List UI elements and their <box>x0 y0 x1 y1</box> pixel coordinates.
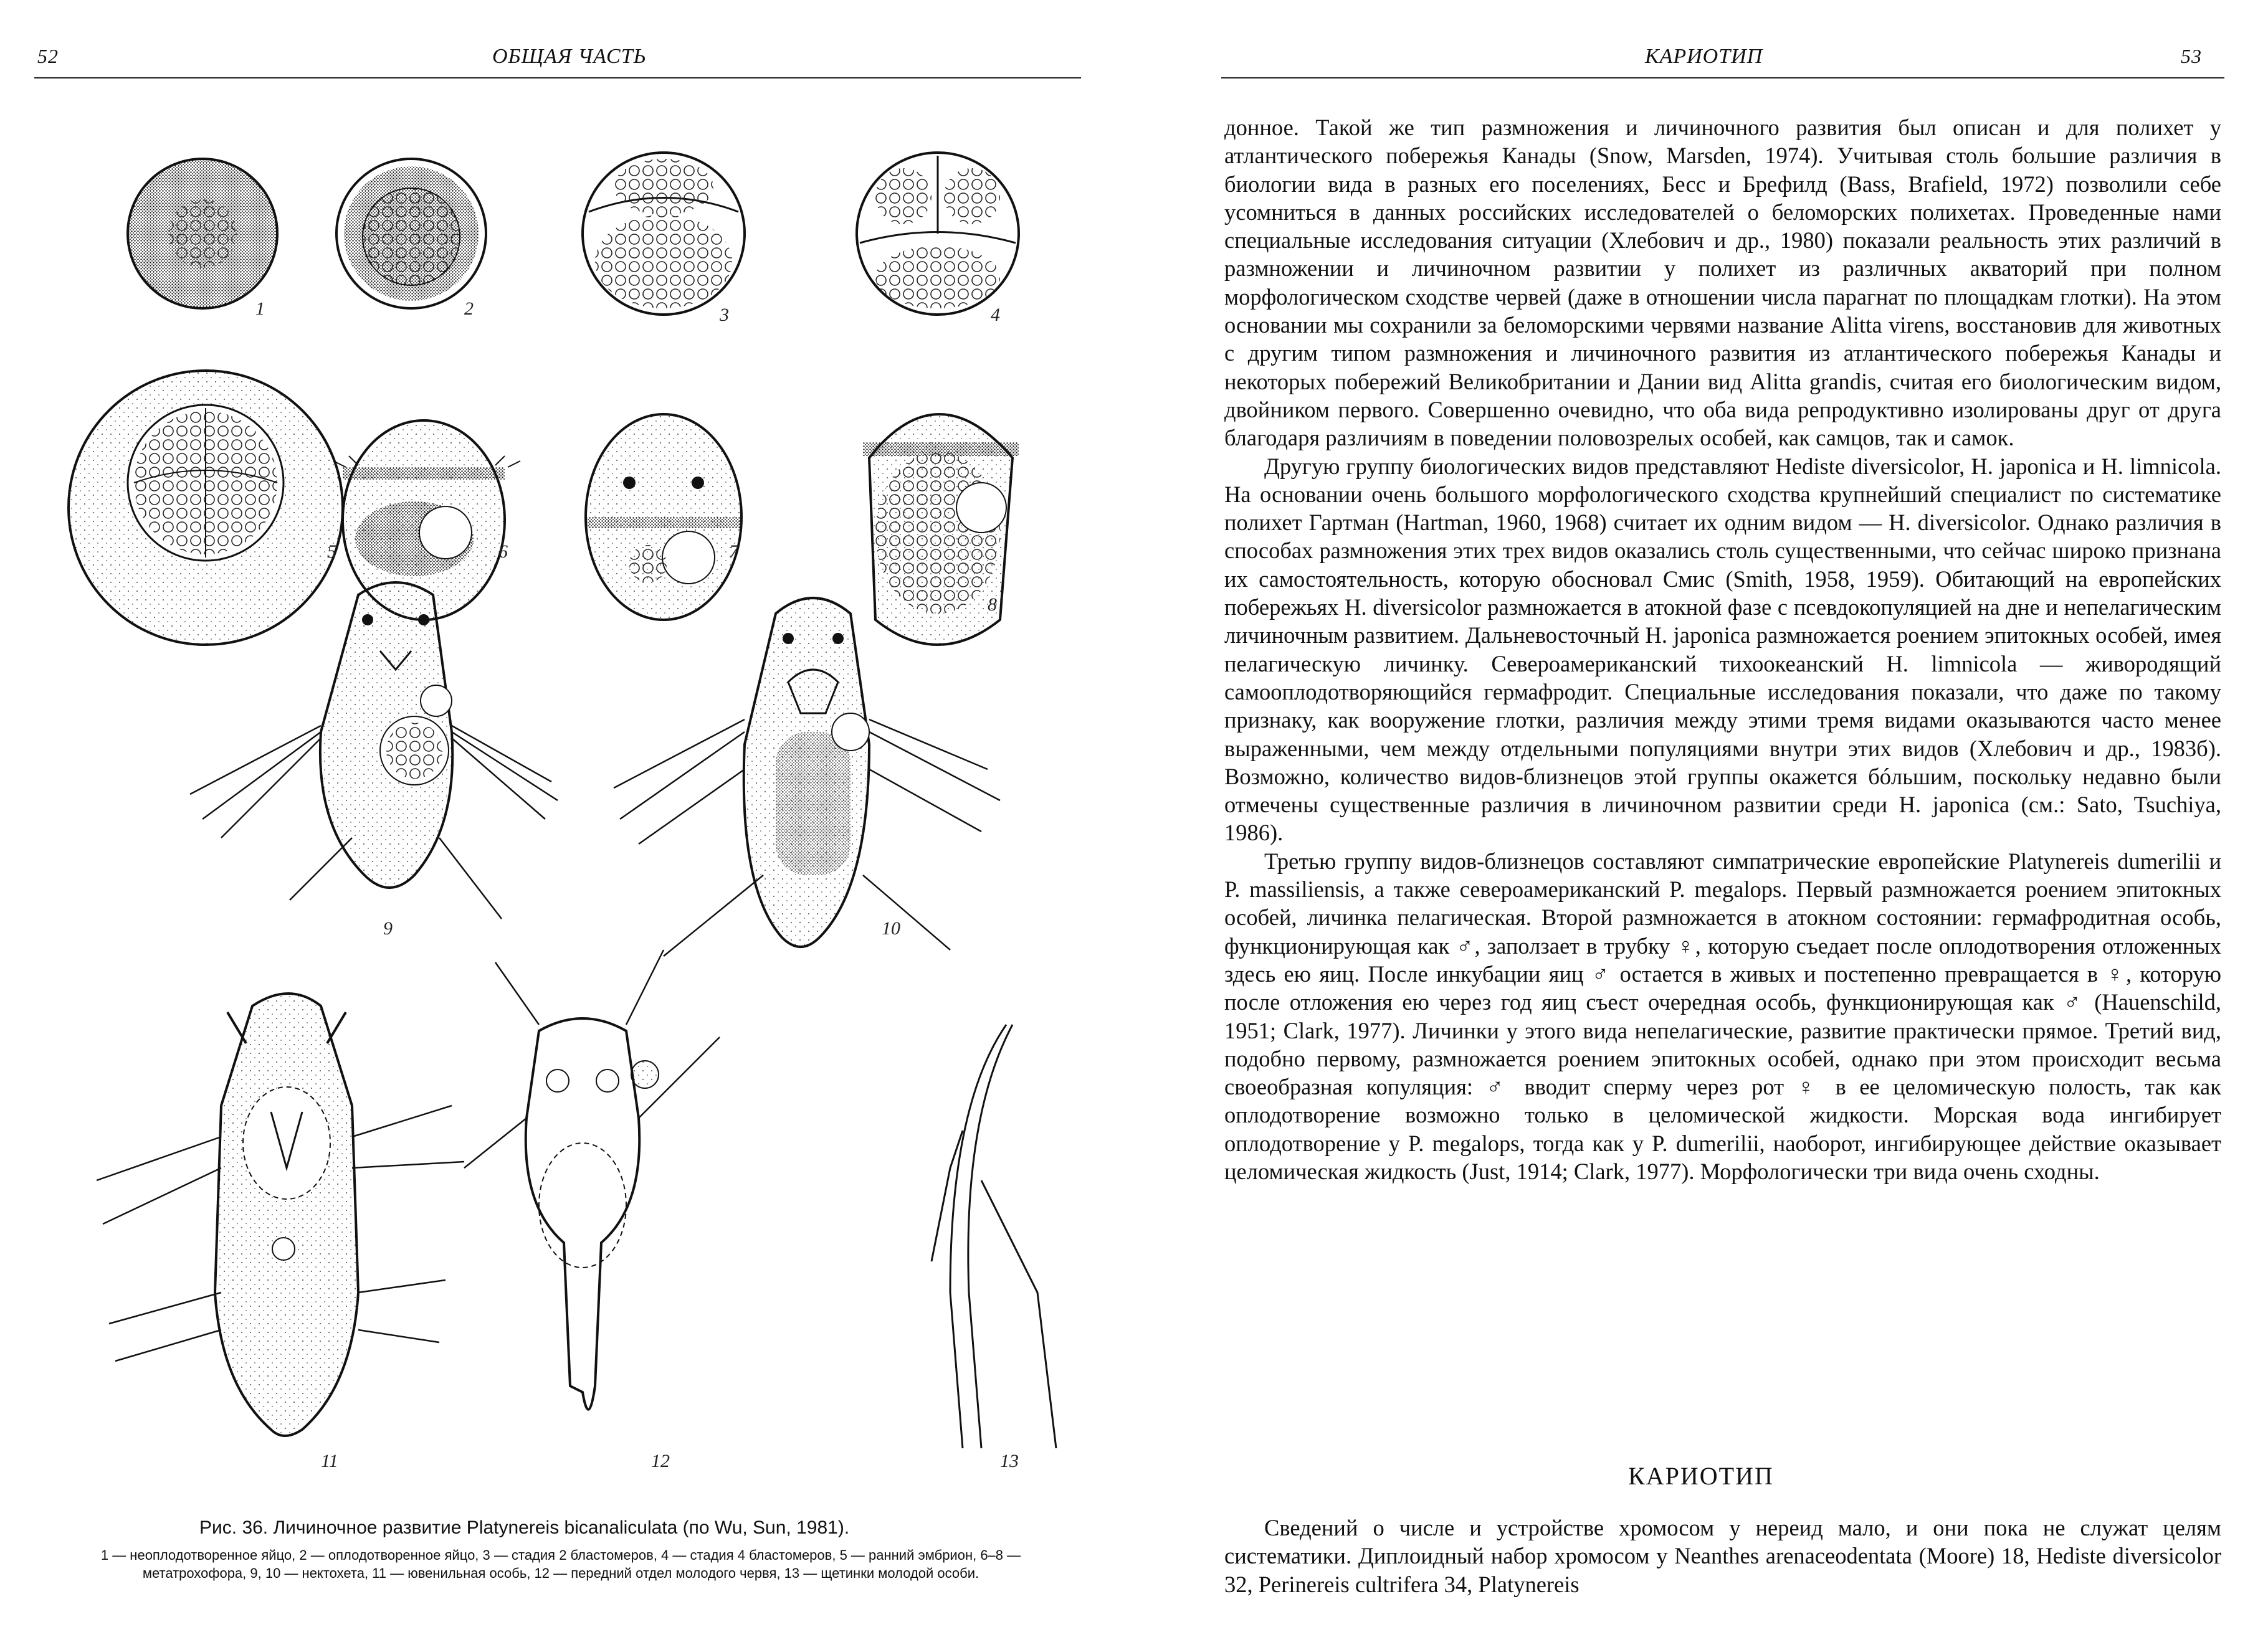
figure-number: 9 <box>383 918 393 939</box>
right-page <box>1134 0 2268 1632</box>
nectochaeta-drawing-10 <box>614 598 1000 956</box>
egg-drawing-2 <box>336 159 486 308</box>
paragraph: Третью группу видов-близнецов составляют симпатрические европейские Platynereis dumerilii и P. massiliensis, а также североамериканский P. megalops. Первый размножается роением эпитокных особей, личинка пелагическая. Второй размножается в атокном состоянии: гермафродитная особь, функционирующая как ♂, заползает в трубку ♀, которую съедает после оплодотворения отложенных здесь ею яиц. После инкубации яиц ♂ остается в живых и постепенно превращается в ♀, которую после отложения ею через год яиц съест очередная особь, функционирующая как ♂ (Hauenschild, 1951; Clark, 1977). Личинки у этого вида непелагические, развитие практически прямое. Третий вид, подобно первому, размножается роением эпитокных особей, однако при этом происходит весьма своеобразная копуляция: ♂ вводит сперму через рот ♀ в ее целомическую полость, так как оплодотворение возможно только в целомической жидкости. Морская вода ингибирует оплодотворение у P. megalops, тогда как у P. dumerilii, наоборот, ингибирующее действие оказывает целомическая жидкость (Just, 1914; Clark, 1977). Морфологически три вида очень сходны. <box>1224 848 2221 1184</box>
larva-drawing-7 <box>586 414 741 620</box>
header-rule-left <box>34 77 1081 78</box>
figure-number: 2 <box>464 298 474 319</box>
figure-number: 3 <box>720 305 729 325</box>
egg-drawing-3 <box>583 153 745 315</box>
paragraph: Сведений о числе и устройстве хромосом у нереид мало, и они пока не служат целям систематики. Диплоидный набор хромосом у Neanthes arenaceodentata (Moore) 18, Hediste diversicolor 32, Perinereis cultrifera 34, Platynereis <box>1224 1515 2221 1597</box>
figure-number: 6 <box>498 541 508 562</box>
figure-number: 4 <box>991 305 1000 325</box>
page-number-right: 53 <box>2181 45 2202 67</box>
paragraph: донное. Такой же тип размножения и личиночного развития был описан и для полихет у атлантического побережья Канады (Snow, Marsden, 1974). Учитывая столь большие различия в биологии вида в разных его поселениях, Бесс и Брефилд (Bass, Brafield, 1972) позволили себе усомниться в данных российских исследователей о беломорских полихетах. Проведенные нами специальные исследования ситуации (Хлебович и др., 1980) показали реальность этих различий в размножении и личиночном развитии у полихет из различных акваторий при полном морфологическом сходстве червей (даже в отношении числа парагнат по площадкам глотки). На этом основании мы сохранили за беломорскими червями название Alitta virens, восстановив для животных с другим типом размножения и личиночного развития из атлантического побережья Канады и некоторых побережий Великобритании и Дании вид Alitta grandis, считая его биологическим видом, двойником первого. Совершенно очевидно, что оба вида репродуктивно изолированы друг от друга благодаря различиям в поведении половозрелых особей, как самцов, так и самок. <box>1224 115 2221 451</box>
figure-number: 7 <box>729 541 738 562</box>
figure-number: 12 <box>651 1451 670 1471</box>
paragraph: Другую группу биологических видов представляют Hediste diversicolor, H. japonica и H. limnicola. На основании очень большого морфологического сходства крупнейший специалист по систематике полихет Гартман (Hartman, 1960, 1968) считает их одним видом — H. diversicolor. Однако различия в способах размножения этих трех видов оказались столь существенными, что сейчас широко признана их самостоятельность, которую обосновал Смис (Smith, 1958, 1959). Обитающий на европейских побережьях H. diversicolor размножается в атокной фазе с псевдокопуляцией на дне и непелагическим личиночным развитием. Дальневосточный H. japonica размножается роением эпитокных особей, имея пелагическую личинку. Североамериканский тихоокеанский H. limnicola — живородящий самооплодотворяющийся гермафродит. Специальные исследования показали, что даже по такому признаку, как вооружение глотки, различия между этими тремя видами оказываются часто менее выраженными, чем между отдельными популяциями внутри этих видов (Хлебович и др., 1983б). Возможно, количество видов-близнецов этой группы окажется бóльшим, поскольку недавно были отмечены существенные различия в личиночном развитии среди H. japonica (см.: Sato, Tsuchiya, 1986). <box>1224 453 2221 846</box>
egg-drawing-4 <box>857 153 1019 315</box>
figure-number: 13 <box>1000 1451 1019 1471</box>
running-head-right: КАРИОТИП <box>1645 45 1763 68</box>
page-number-left: 52 <box>37 45 59 67</box>
header-rule-right <box>1221 77 2224 78</box>
running-head-left: ОБЩАЯ ЧАСТЬ <box>492 45 647 68</box>
figure-number: 1 <box>255 298 265 319</box>
figure-36 <box>65 109 1081 1511</box>
figure-caption-title: Рис. 36. Личиночное развитие Platynereis bicanaliculata (по Wu, Sun, 1981). <box>199 1517 850 1538</box>
egg-drawing-1 <box>128 159 277 308</box>
figure-number: 8 <box>988 594 997 615</box>
section-text <box>1224 1514 2221 1598</box>
chaetae-drawing-13 <box>932 1025 1056 1448</box>
figure-number: 10 <box>882 918 900 939</box>
anterior-drawing-12 <box>464 950 720 1410</box>
section-heading: КАРИОТИП <box>1628 1462 1774 1490</box>
figure-caption-body: 1 — неоплодотворенное яйцо, 2 — оплодотворенное яйцо, 3 — стадия 2 бластомеров, 4 — стадия 4 бластомеров, 5 — ранний эмбрион, 6–8 — метатрохофора, 9, 10 — нектохета, 11 — ювенильная особь, 12 — передний отдел молодого червя, 13 — щетинки молодой особи. <box>100 1547 1021 1581</box>
embryo-drawing-5 <box>69 371 343 645</box>
juvenile-drawing-11 <box>97 994 464 1436</box>
figure-number: 11 <box>321 1451 338 1471</box>
body-text <box>1224 113 2221 1185</box>
figure-number: 5 <box>327 541 336 562</box>
